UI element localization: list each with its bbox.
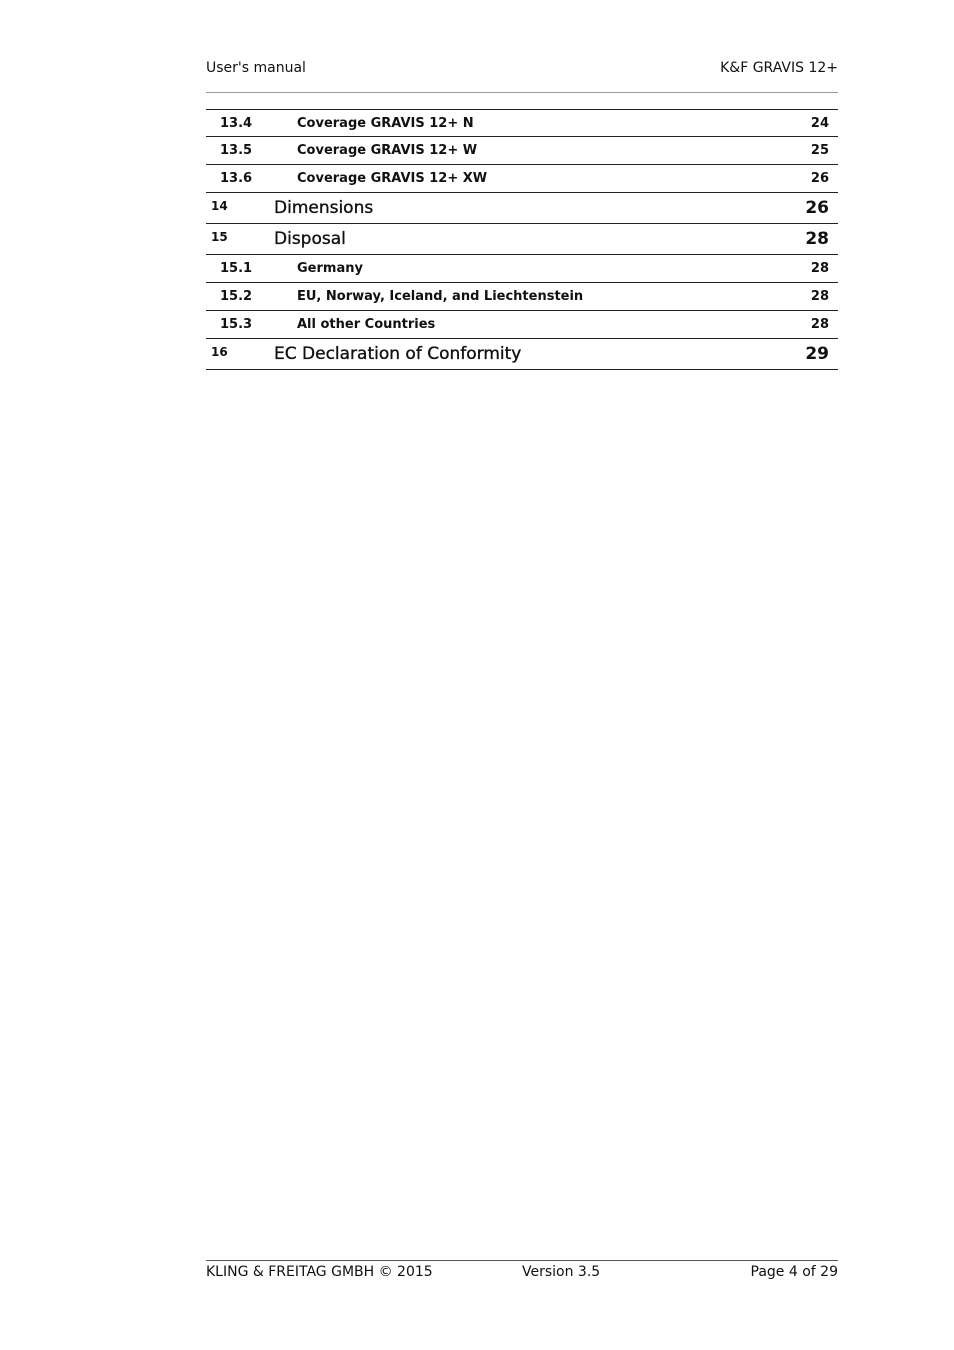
toc-entry-page: 26 <box>810 171 829 186</box>
page-footer <box>206 1264 838 1284</box>
toc-entry-page: 29 <box>805 344 829 364</box>
toc-entry-16[interactable] <box>206 339 838 370</box>
toc-entry-number: 13.6 <box>220 171 253 186</box>
footer-page-number: Page 4 of 29 <box>750 1264 838 1280</box>
toc-entry-title: Disposal <box>274 229 346 249</box>
toc-entry-page: 28 <box>805 229 829 249</box>
toc-entry-15-1[interactable] <box>206 255 838 283</box>
toc-entry-number: 15 <box>211 230 228 244</box>
toc-entry-number: 15.1 <box>220 261 253 276</box>
toc-entry-page: 25 <box>810 143 829 158</box>
header-document-type: User's manual <box>206 60 306 76</box>
toc-entry-title: EC Declaration of Conformity <box>274 344 522 364</box>
toc-entry-number: 13.5 <box>220 143 253 158</box>
table-of-contents <box>206 109 838 370</box>
toc-entry-number: 15.2 <box>220 289 253 304</box>
toc-entry-13-5[interactable] <box>206 137 838 165</box>
toc-entry-13-4[interactable] <box>206 110 838 137</box>
toc-entry-title: All other Countries <box>297 317 436 332</box>
toc-entry-title: Coverage GRAVIS 12+ W <box>297 143 478 158</box>
toc-entry-page: 28 <box>810 289 829 304</box>
toc-entry-page: 28 <box>810 317 829 332</box>
toc-entry-page: 24 <box>810 116 829 131</box>
toc-entry-15-2[interactable] <box>206 283 838 311</box>
toc-entry-title: Coverage GRAVIS 12+ XW <box>297 171 488 186</box>
toc-entry-title: EU, Norway, Iceland, and Liechtenstein <box>297 289 584 304</box>
toc-entry-15-3[interactable] <box>206 311 838 339</box>
header-product-name: K&F GRAVIS 12+ <box>720 60 838 76</box>
header-divider <box>206 92 838 93</box>
toc-entry-title: Germany <box>297 261 363 276</box>
toc-entry-15[interactable] <box>206 224 838 255</box>
footer-version: Version 3.5 <box>522 1264 601 1280</box>
toc-entry-page: 28 <box>810 261 829 276</box>
page-header <box>206 60 838 82</box>
toc-entry-number: 14 <box>211 199 228 213</box>
toc-entry-title: Coverage GRAVIS 12+ N <box>297 116 474 131</box>
toc-entry-number: 16 <box>211 345 228 359</box>
footer-divider <box>206 1260 838 1261</box>
toc-entry-13-6[interactable] <box>206 165 838 193</box>
toc-entry-14[interactable] <box>206 193 838 224</box>
toc-entry-page: 26 <box>805 198 829 218</box>
toc-entry-number: 15.3 <box>220 317 253 332</box>
toc-entry-title: Dimensions <box>274 198 374 218</box>
footer-copyright: KLING & FREITAG GMBH © 2015 <box>206 1264 433 1280</box>
toc-entry-number: 13.4 <box>220 116 253 131</box>
